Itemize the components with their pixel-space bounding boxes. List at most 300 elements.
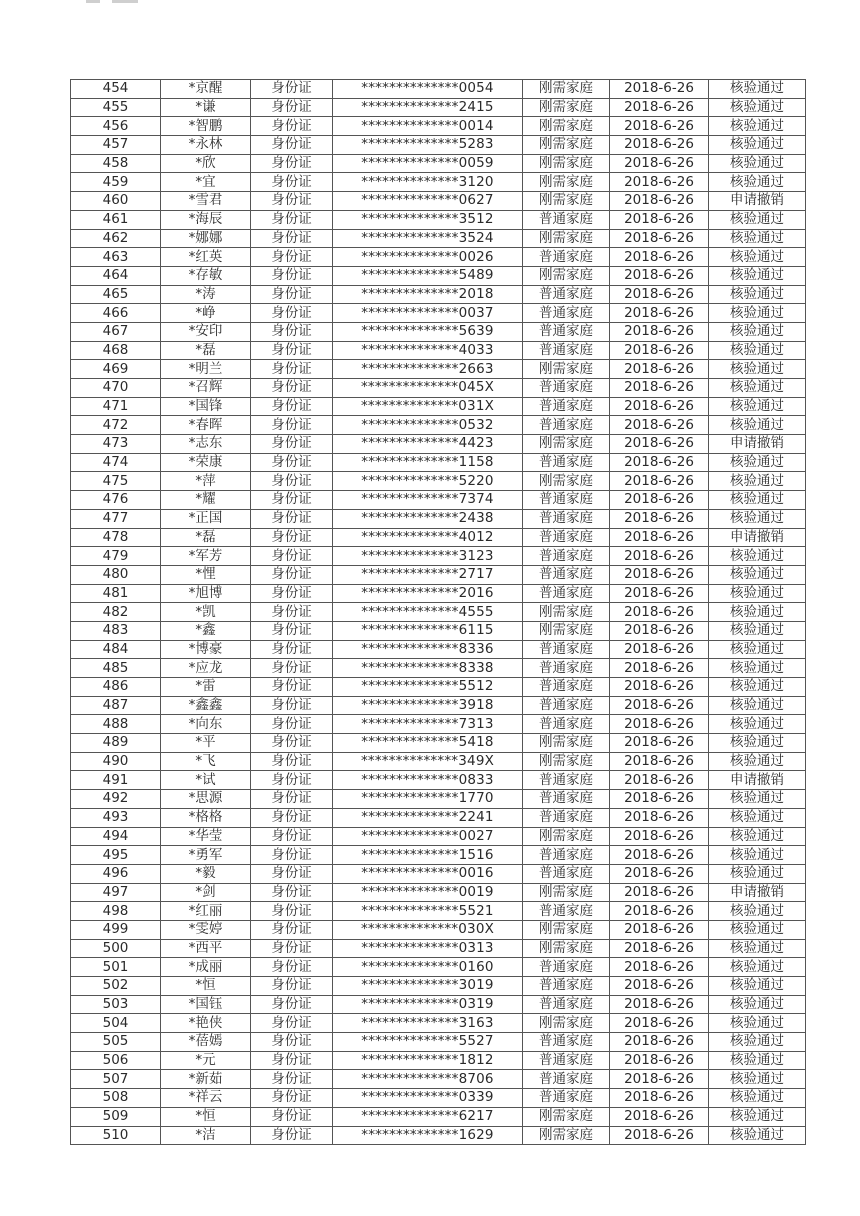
- submission-date-cell: 2018-6-26: [610, 491, 709, 510]
- verification-status-cell: 核验通过: [709, 509, 806, 528]
- applicant-name-cell: *涛: [161, 285, 251, 304]
- applicant-name-cell: *剑: [161, 883, 251, 902]
- table-row: [71, 154, 806, 173]
- family-type-cell: 普通家庭: [523, 846, 610, 865]
- row-number-cell: 463: [71, 248, 161, 267]
- family-type-cell: 普通家庭: [523, 696, 610, 715]
- verification-status-cell: 核验通过: [709, 640, 806, 659]
- table-row: [71, 192, 806, 211]
- applicant-name-cell: *凯: [161, 603, 251, 622]
- family-type-cell: 刚需家庭: [523, 266, 610, 285]
- id-number-cell: **************031X: [333, 397, 523, 416]
- id-number-cell: **************1812: [333, 1051, 523, 1070]
- table-row: [71, 80, 806, 99]
- verification-status-cell: 核验通过: [709, 1051, 806, 1070]
- family-type-cell: 刚需家庭: [523, 752, 610, 771]
- verification-status-cell: 核验通过: [709, 136, 806, 155]
- submission-date-cell: 2018-6-26: [610, 266, 709, 285]
- applicant-name-cell: *红丽: [161, 902, 251, 921]
- family-type-cell: 刚需家庭: [523, 827, 610, 846]
- applicant-name-cell: *志东: [161, 435, 251, 454]
- applicant-name-cell: *谦: [161, 98, 251, 117]
- id-number-cell: **************5527: [333, 1033, 523, 1052]
- verification-status-cell: 核验通过: [709, 1033, 806, 1052]
- submission-date-cell: 2018-6-26: [610, 696, 709, 715]
- applicant-name-cell: *雯婷: [161, 920, 251, 939]
- id-type-cell: 身份证: [251, 1070, 333, 1089]
- id-number-cell: **************6115: [333, 621, 523, 640]
- submission-date-cell: 2018-6-26: [610, 379, 709, 398]
- verification-status-cell: 核验通过: [709, 322, 806, 341]
- family-type-cell: 普通家庭: [523, 379, 610, 398]
- submission-date-cell: 2018-6-26: [610, 977, 709, 996]
- id-type-cell: 身份证: [251, 1014, 333, 1033]
- submission-date-cell: 2018-6-26: [610, 136, 709, 155]
- applicant-name-cell: *国钰: [161, 995, 251, 1014]
- row-number-cell: 454: [71, 80, 161, 99]
- id-type-cell: 身份证: [251, 621, 333, 640]
- id-type-cell: 身份证: [251, 304, 333, 323]
- id-type-cell: 身份证: [251, 1051, 333, 1070]
- table-row: [71, 379, 806, 398]
- verification-status-cell: 核验通过: [709, 117, 806, 136]
- id-number-cell: **************0026: [333, 248, 523, 267]
- submission-date-cell: 2018-6-26: [610, 771, 709, 790]
- table-row: [71, 136, 806, 155]
- family-type-cell: 普通家庭: [523, 659, 610, 678]
- submission-date-cell: 2018-6-26: [610, 285, 709, 304]
- row-number-cell: 502: [71, 977, 161, 996]
- scan-artifact: [112, 0, 138, 3]
- applicant-name-cell: *春晖: [161, 416, 251, 435]
- table-row: [71, 1070, 806, 1089]
- row-number-cell: 489: [71, 734, 161, 753]
- family-type-cell: 普通家庭: [523, 322, 610, 341]
- family-type-cell: 普通家庭: [523, 864, 610, 883]
- id-type-cell: 身份证: [251, 827, 333, 846]
- table-row: [71, 939, 806, 958]
- id-type-cell: 身份证: [251, 379, 333, 398]
- id-type-cell: 身份证: [251, 565, 333, 584]
- verification-status-cell: 核验通过: [709, 98, 806, 117]
- applicant-name-cell: *平: [161, 734, 251, 753]
- id-type-cell: 身份证: [251, 491, 333, 510]
- submission-date-cell: 2018-6-26: [610, 1014, 709, 1033]
- row-number-cell: 508: [71, 1089, 161, 1108]
- submission-date-cell: 2018-6-26: [610, 1126, 709, 1145]
- table-row: [71, 584, 806, 603]
- family-type-cell: 刚需家庭: [523, 1014, 610, 1033]
- submission-date-cell: 2018-6-26: [610, 547, 709, 566]
- row-number-cell: 479: [71, 547, 161, 566]
- table-row: [71, 696, 806, 715]
- id-number-cell: **************8338: [333, 659, 523, 678]
- table-row: [71, 528, 806, 547]
- table-row: [71, 771, 806, 790]
- row-number-cell: 497: [71, 883, 161, 902]
- id-number-cell: **************2241: [333, 808, 523, 827]
- verification-status-cell: 核验通过: [709, 827, 806, 846]
- applicant-name-cell: *存敏: [161, 266, 251, 285]
- applicant-name-cell: *格格: [161, 808, 251, 827]
- verification-status-cell: 核验通过: [709, 397, 806, 416]
- id-type-cell: 身份证: [251, 98, 333, 117]
- applicant-name-cell: *艳侠: [161, 1014, 251, 1033]
- id-number-cell: **************2415: [333, 98, 523, 117]
- applicant-name-cell: *祥云: [161, 1089, 251, 1108]
- applicant-name-cell: *旭博: [161, 584, 251, 603]
- submission-date-cell: 2018-6-26: [610, 453, 709, 472]
- family-type-cell: 刚需家庭: [523, 98, 610, 117]
- submission-date-cell: 2018-6-26: [610, 117, 709, 136]
- id-type-cell: 身份证: [251, 136, 333, 155]
- scan-artifact: [86, 0, 100, 3]
- applicant-name-cell: *智鹏: [161, 117, 251, 136]
- table-row: [71, 547, 806, 566]
- table-row: [71, 883, 806, 902]
- submission-date-cell: 2018-6-26: [610, 864, 709, 883]
- verification-status-cell: 核验通过: [709, 902, 806, 921]
- family-type-cell: 刚需家庭: [523, 920, 610, 939]
- row-number-cell: 455: [71, 98, 161, 117]
- table-row: [71, 1089, 806, 1108]
- id-number-cell: **************4555: [333, 603, 523, 622]
- row-number-cell: 490: [71, 752, 161, 771]
- row-number-cell: 487: [71, 696, 161, 715]
- table-row: [71, 341, 806, 360]
- row-number-cell: 471: [71, 397, 161, 416]
- family-type-cell: 普通家庭: [523, 1051, 610, 1070]
- row-number-cell: 465: [71, 285, 161, 304]
- family-type-cell: 普通家庭: [523, 416, 610, 435]
- table-row: [71, 715, 806, 734]
- table-row: [71, 304, 806, 323]
- verification-status-cell: 核验通过: [709, 1107, 806, 1126]
- id-type-cell: 身份证: [251, 341, 333, 360]
- family-type-cell: 刚需家庭: [523, 472, 610, 491]
- row-number-cell: 459: [71, 173, 161, 192]
- verification-status-cell: 核验通过: [709, 80, 806, 99]
- id-type-cell: 身份证: [251, 883, 333, 902]
- table-row: [71, 603, 806, 622]
- family-type-cell: 刚需家庭: [523, 192, 610, 211]
- applicant-name-cell: *毅: [161, 864, 251, 883]
- id-number-cell: **************1629: [333, 1126, 523, 1145]
- applicant-name-cell: *正国: [161, 509, 251, 528]
- family-type-cell: 普通家庭: [523, 771, 610, 790]
- row-number-cell: 477: [71, 509, 161, 528]
- table-row: [71, 1107, 806, 1126]
- applicant-name-cell: *娜娜: [161, 229, 251, 248]
- submission-date-cell: 2018-6-26: [610, 678, 709, 697]
- id-number-cell: **************0833: [333, 771, 523, 790]
- id-number-cell: **************0016: [333, 864, 523, 883]
- id-type-cell: 身份证: [251, 229, 333, 248]
- applicant-name-cell: *成丽: [161, 958, 251, 977]
- applicant-name-cell: *应龙: [161, 659, 251, 678]
- applicant-name-cell: *飞: [161, 752, 251, 771]
- id-number-cell: **************0027: [333, 827, 523, 846]
- row-number-cell: 464: [71, 266, 161, 285]
- family-type-cell: 普通家庭: [523, 285, 610, 304]
- table-row: [71, 846, 806, 865]
- family-type-cell: 普通家庭: [523, 640, 610, 659]
- table-row: [71, 752, 806, 771]
- applicant-name-cell: *元: [161, 1051, 251, 1070]
- id-number-cell: **************0339: [333, 1089, 523, 1108]
- row-number-cell: 501: [71, 958, 161, 977]
- table-row: [71, 659, 806, 678]
- applicant-name-cell: *磊: [161, 341, 251, 360]
- id-type-cell: 身份证: [251, 360, 333, 379]
- id-type-cell: 身份证: [251, 1107, 333, 1126]
- id-number-cell: **************3123: [333, 547, 523, 566]
- verification-status-cell: 核验通过: [709, 659, 806, 678]
- table-row: [71, 1126, 806, 1145]
- applicant-name-cell: *荣康: [161, 453, 251, 472]
- family-type-cell: 刚需家庭: [523, 939, 610, 958]
- id-number-cell: **************5418: [333, 734, 523, 753]
- table-row: [71, 734, 806, 753]
- verification-status-cell: 核验通过: [709, 266, 806, 285]
- submission-date-cell: 2018-6-26: [610, 920, 709, 939]
- verification-status-cell: 核验通过: [709, 734, 806, 753]
- id-type-cell: 身份证: [251, 173, 333, 192]
- family-type-cell: 刚需家庭: [523, 360, 610, 379]
- id-number-cell: **************1516: [333, 846, 523, 865]
- family-type-cell: 普通家庭: [523, 304, 610, 323]
- id-type-cell: 身份证: [251, 752, 333, 771]
- table-row: [71, 117, 806, 136]
- submission-date-cell: 2018-6-26: [610, 958, 709, 977]
- submission-date-cell: 2018-6-26: [610, 1089, 709, 1108]
- table-row: [71, 509, 806, 528]
- row-number-cell: 480: [71, 565, 161, 584]
- submission-date-cell: 2018-6-26: [610, 528, 709, 547]
- verification-status-cell: 核验通过: [709, 173, 806, 192]
- family-type-cell: 普通家庭: [523, 547, 610, 566]
- row-number-cell: 491: [71, 771, 161, 790]
- row-number-cell: 495: [71, 846, 161, 865]
- row-number-cell: 498: [71, 902, 161, 921]
- submission-date-cell: 2018-6-26: [610, 210, 709, 229]
- submission-date-cell: 2018-6-26: [610, 304, 709, 323]
- id-number-cell: **************4012: [333, 528, 523, 547]
- id-number-cell: **************5521: [333, 902, 523, 921]
- table-row: [71, 621, 806, 640]
- family-type-cell: 刚需家庭: [523, 229, 610, 248]
- family-type-cell: 刚需家庭: [523, 173, 610, 192]
- id-type-cell: 身份证: [251, 397, 333, 416]
- verification-status-cell: 核验通过: [709, 547, 806, 566]
- id-type-cell: 身份证: [251, 958, 333, 977]
- id-type-cell: 身份证: [251, 248, 333, 267]
- row-number-cell: 507: [71, 1070, 161, 1089]
- submission-date-cell: 2018-6-26: [610, 192, 709, 211]
- table-row: [71, 453, 806, 472]
- table-row: [71, 98, 806, 117]
- id-number-cell: **************7313: [333, 715, 523, 734]
- applicant-name-cell: *向东: [161, 715, 251, 734]
- applicant-name-cell: *雪君: [161, 192, 251, 211]
- table-row: [71, 173, 806, 192]
- id-number-cell: **************0054: [333, 80, 523, 99]
- row-number-cell: 474: [71, 453, 161, 472]
- id-type-cell: 身份证: [251, 285, 333, 304]
- submission-date-cell: 2018-6-26: [610, 1051, 709, 1070]
- family-type-cell: 刚需家庭: [523, 136, 610, 155]
- table-row: [71, 210, 806, 229]
- id-type-cell: 身份证: [251, 80, 333, 99]
- id-number-cell: **************045X: [333, 379, 523, 398]
- applicant-name-cell: *悝: [161, 565, 251, 584]
- id-number-cell: **************4033: [333, 341, 523, 360]
- submission-date-cell: 2018-6-26: [610, 659, 709, 678]
- family-type-cell: 刚需家庭: [523, 1107, 610, 1126]
- applicant-name-cell: *恒: [161, 1107, 251, 1126]
- verification-status-cell: 核验通过: [709, 341, 806, 360]
- id-number-cell: **************1158: [333, 453, 523, 472]
- table-row: [71, 958, 806, 977]
- family-type-cell: 刚需家庭: [523, 435, 610, 454]
- row-number-cell: 470: [71, 379, 161, 398]
- id-type-cell: 身份证: [251, 734, 333, 753]
- row-number-cell: 500: [71, 939, 161, 958]
- verification-status-cell: 核验通过: [709, 958, 806, 977]
- family-type-cell: 普通家庭: [523, 397, 610, 416]
- verification-status-cell: 核验通过: [709, 939, 806, 958]
- id-number-cell: **************030X: [333, 920, 523, 939]
- submission-date-cell: 2018-6-26: [610, 360, 709, 379]
- id-number-cell: **************3512: [333, 210, 523, 229]
- id-type-cell: 身份证: [251, 696, 333, 715]
- id-number-cell: **************5639: [333, 322, 523, 341]
- family-type-cell: 刚需家庭: [523, 883, 610, 902]
- id-number-cell: **************0059: [333, 154, 523, 173]
- table-row: [71, 397, 806, 416]
- row-number-cell: 493: [71, 808, 161, 827]
- family-type-cell: 普通家庭: [523, 248, 610, 267]
- id-number-cell: **************0532: [333, 416, 523, 435]
- row-number-cell: 510: [71, 1126, 161, 1145]
- table-row: [71, 248, 806, 267]
- family-type-cell: 普通家庭: [523, 715, 610, 734]
- verification-status-cell: 核验通过: [709, 248, 806, 267]
- id-type-cell: 身份证: [251, 1089, 333, 1108]
- verification-status-cell: 核验通过: [709, 565, 806, 584]
- verification-status-cell: 核验通过: [709, 154, 806, 173]
- id-type-cell: 身份证: [251, 435, 333, 454]
- row-number-cell: 509: [71, 1107, 161, 1126]
- table-row: [71, 808, 806, 827]
- id-number-cell: **************8706: [333, 1070, 523, 1089]
- family-type-cell: 普通家庭: [523, 453, 610, 472]
- verification-status-cell: 核验通过: [709, 790, 806, 809]
- id-type-cell: 身份证: [251, 977, 333, 996]
- verification-status-cell: 核验通过: [709, 995, 806, 1014]
- row-number-cell: 485: [71, 659, 161, 678]
- family-type-cell: 普通家庭: [523, 341, 610, 360]
- submission-date-cell: 2018-6-26: [610, 584, 709, 603]
- row-number-cell: 492: [71, 790, 161, 809]
- verification-status-cell: 核验通过: [709, 808, 806, 827]
- row-number-cell: 503: [71, 995, 161, 1014]
- family-type-cell: 普通家庭: [523, 808, 610, 827]
- applicant-name-cell: *勇军: [161, 846, 251, 865]
- applicant-name-cell: *洁: [161, 1126, 251, 1145]
- submission-date-cell: 2018-6-26: [610, 715, 709, 734]
- family-type-cell: 普通家庭: [523, 584, 610, 603]
- applicant-name-cell: *明兰: [161, 360, 251, 379]
- verification-status-cell: 核验通过: [709, 453, 806, 472]
- id-number-cell: **************5512: [333, 678, 523, 697]
- row-number-cell: 478: [71, 528, 161, 547]
- family-type-cell: 刚需家庭: [523, 1126, 610, 1145]
- id-type-cell: 身份证: [251, 584, 333, 603]
- submission-date-cell: 2018-6-26: [610, 1033, 709, 1052]
- row-number-cell: 472: [71, 416, 161, 435]
- row-number-cell: 506: [71, 1051, 161, 1070]
- id-type-cell: 身份证: [251, 1126, 333, 1145]
- row-number-cell: 460: [71, 192, 161, 211]
- id-number-cell: **************3019: [333, 977, 523, 996]
- submission-date-cell: 2018-6-26: [610, 98, 709, 117]
- id-number-cell: **************5283: [333, 136, 523, 155]
- row-number-cell: 494: [71, 827, 161, 846]
- id-number-cell: **************3120: [333, 173, 523, 192]
- row-number-cell: 475: [71, 472, 161, 491]
- id-type-cell: 身份证: [251, 266, 333, 285]
- verification-status-cell: 核验通过: [709, 285, 806, 304]
- family-type-cell: 普通家庭: [523, 491, 610, 510]
- table-row: [71, 1051, 806, 1070]
- row-number-cell: 483: [71, 621, 161, 640]
- applicant-name-cell: *试: [161, 771, 251, 790]
- id-number-cell: **************0319: [333, 995, 523, 1014]
- submission-date-cell: 2018-6-26: [610, 472, 709, 491]
- id-type-cell: 身份证: [251, 920, 333, 939]
- row-number-cell: 456: [71, 117, 161, 136]
- applicant-name-cell: *红英: [161, 248, 251, 267]
- verification-status-cell: 核验通过: [709, 229, 806, 248]
- verification-status-cell: 核验通过: [709, 210, 806, 229]
- id-number-cell: **************4423: [333, 435, 523, 454]
- verification-status-cell: 核验通过: [709, 621, 806, 640]
- row-number-cell: 467: [71, 322, 161, 341]
- id-type-cell: 身份证: [251, 790, 333, 809]
- applicant-name-cell: *海辰: [161, 210, 251, 229]
- id-type-cell: 身份证: [251, 210, 333, 229]
- applicant-name-cell: *新茹: [161, 1070, 251, 1089]
- family-type-cell: 普通家庭: [523, 565, 610, 584]
- id-number-cell: **************2438: [333, 509, 523, 528]
- verification-status-cell: 核验通过: [709, 1014, 806, 1033]
- id-type-cell: 身份证: [251, 715, 333, 734]
- submission-date-cell: 2018-6-26: [610, 173, 709, 192]
- submission-date-cell: 2018-6-26: [610, 416, 709, 435]
- id-number-cell: **************6217: [333, 1107, 523, 1126]
- id-number-cell: **************8336: [333, 640, 523, 659]
- submission-date-cell: 2018-6-26: [610, 752, 709, 771]
- id-type-cell: 身份证: [251, 192, 333, 211]
- submission-date-cell: 2018-6-26: [610, 995, 709, 1014]
- submission-date-cell: 2018-6-26: [610, 248, 709, 267]
- id-number-cell: **************5220: [333, 472, 523, 491]
- table-row: [71, 920, 806, 939]
- verification-status-cell: 核验通过: [709, 379, 806, 398]
- row-number-cell: 488: [71, 715, 161, 734]
- id-number-cell: **************3163: [333, 1014, 523, 1033]
